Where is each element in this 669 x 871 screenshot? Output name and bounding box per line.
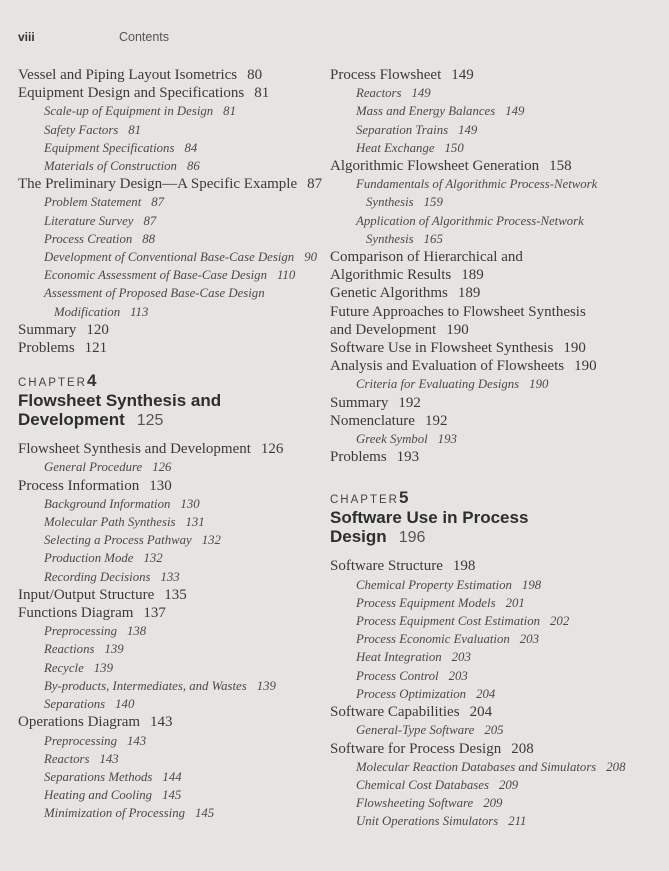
- toc-subentry[interactable]: [18, 786, 318, 804]
- subentry-title: Problem Statement: [44, 195, 142, 210]
- subentry-title: Preprocessing: [44, 624, 117, 639]
- subentry-title: Separations Methods: [44, 769, 153, 784]
- toc-subentry[interactable]: [18, 139, 318, 157]
- subentry-page: 149: [505, 104, 525, 119]
- chapter-number: 5: [398, 488, 409, 508]
- chapter-heading[interactable]: [330, 488, 660, 547]
- entry-title: Process Information: [18, 477, 140, 494]
- chapter-heading[interactable]: [18, 371, 318, 430]
- subentry-page: 201: [505, 595, 525, 610]
- entry-page: 189: [461, 267, 484, 284]
- toc-subentry[interactable]: [330, 630, 660, 648]
- subentry-title: Process Optimization: [356, 686, 467, 701]
- entry-page: 80: [247, 67, 263, 83]
- toc-subentry[interactable]: [18, 640, 318, 658]
- subentry-page: 193: [437, 432, 457, 447]
- toc-subentry[interactable]: [18, 212, 318, 230]
- subentry-title: Process Economic Evaluation: [356, 632, 510, 647]
- entry-title-line2: and Development: [330, 321, 437, 338]
- chapter-title: [330, 508, 660, 527]
- subentry-title: Mass and Energy Balances: [356, 104, 496, 119]
- toc-subentry[interactable]: [330, 721, 660, 739]
- entry-title-line1: Future Approaches to Flowsheet Synthesis: [330, 303, 586, 320]
- toc-subentry[interactable]: [330, 430, 660, 448]
- toc-subentry[interactable]: [18, 248, 318, 266]
- entry-title: Vessel and Piping Layout Isometrics: [18, 67, 238, 83]
- toc-entry[interactable]: [330, 339, 660, 357]
- chapter-page: 125: [136, 412, 164, 430]
- toc-entry[interactable]: [330, 248, 660, 284]
- toc-right-column: [330, 66, 660, 831]
- subentry-page: 204: [476, 686, 496, 701]
- toc-subentry[interactable]: [330, 758, 660, 776]
- subentry-page: 150: [444, 140, 464, 155]
- subentry-page: 130: [180, 496, 200, 511]
- subentry-page: 203: [448, 668, 468, 683]
- entry-page: 149: [451, 67, 474, 83]
- subentry-page: 203: [519, 632, 539, 647]
- subentry-title: Materials of Construction: [44, 159, 177, 174]
- toc-subentry[interactable]: [330, 776, 660, 794]
- subentry-page: 138: [126, 624, 147, 639]
- subentry-title: Process Equipment Cost Estimation: [356, 614, 541, 629]
- toc-entry[interactable]: [18, 84, 318, 102]
- chapter-title-line2: Design: [330, 527, 387, 547]
- entry-title: The Preliminary Design—A Specific Example: [18, 176, 298, 193]
- chapter-page: 196: [398, 529, 426, 547]
- entry-page: 87: [307, 176, 323, 193]
- chapter-title: [330, 527, 660, 547]
- subentry-page: 143: [126, 733, 147, 748]
- subentry-page: 145: [162, 788, 182, 803]
- toc-entry[interactable]: [330, 66, 660, 84]
- toc-subentry[interactable]: [330, 576, 660, 594]
- toc-entry[interactable]: [330, 303, 660, 339]
- subentry-title: Safety Factors: [44, 122, 119, 137]
- chapter-title: [18, 410, 318, 430]
- subentry-title: Recycle: [44, 660, 84, 675]
- running-head: Contents: [119, 30, 170, 44]
- subentry-title: Literature Survey: [44, 213, 134, 228]
- entry-page: 158: [549, 158, 572, 175]
- entry-page: 192: [398, 394, 421, 411]
- toc-subentry[interactable]: [330, 84, 660, 102]
- toc-subentry[interactable]: [18, 768, 318, 786]
- subentry-page: 86: [186, 159, 200, 174]
- subentry-page: 209: [483, 796, 503, 811]
- toc-entry[interactable]: [330, 394, 660, 412]
- subentry-page: 88: [142, 231, 156, 246]
- toc-entry[interactable]: [330, 284, 660, 302]
- entry-title: Summary: [18, 321, 77, 338]
- entry-page: 137: [143, 605, 166, 622]
- toc-subentry[interactable]: [18, 157, 318, 175]
- entry-title: Software Structure: [330, 558, 443, 575]
- toc-subentry[interactable]: [18, 230, 318, 248]
- subentry-page: 149: [458, 122, 478, 137]
- toc-subentry[interactable]: [330, 102, 660, 120]
- subentry-page: 81: [223, 104, 236, 119]
- subentry-title: Greek Symbol: [356, 432, 428, 447]
- subentry-title: Heating and Cooling: [44, 788, 153, 803]
- subentry-title: Reactors: [356, 86, 402, 101]
- subentry-page: 87: [151, 195, 165, 210]
- toc-entry[interactable]: [18, 175, 323, 193]
- toc-entry[interactable]: [330, 157, 660, 175]
- toc-subentry[interactable]: [18, 659, 318, 677]
- subentry-page: 81: [128, 122, 142, 137]
- subentry-page: 139: [104, 642, 124, 657]
- subentry-title: General Procedure: [44, 460, 143, 475]
- entry-title: Problems: [330, 449, 387, 466]
- chapter-label: [330, 488, 660, 508]
- toc-subentry[interactable]: [18, 568, 318, 586]
- subentry-title: Minimization of Processing: [44, 806, 185, 821]
- toc-entry[interactable]: [330, 357, 660, 375]
- subentry-title: Flowsheeting Software: [356, 796, 474, 811]
- chapter-title-line1: Flowsheet Synthesis and: [18, 391, 222, 411]
- entry-page: 204: [469, 704, 493, 721]
- toc-subentry[interactable]: [18, 549, 318, 567]
- chapter-title: [18, 391, 318, 410]
- subentry-page: 140: [115, 697, 135, 712]
- subentry-title: Equipment Specifications: [44, 140, 175, 155]
- toc-subentry[interactable]: [18, 695, 318, 713]
- entry-title: Software Use in Flowsheet Synthesis: [330, 340, 554, 357]
- subentry-page: 139: [256, 678, 276, 693]
- subentry-title: Assessment of Proposed Base-Case Design: [44, 286, 265, 301]
- toc-subentry[interactable]: [330, 139, 660, 157]
- chapter-label: [18, 371, 318, 391]
- subentry-title: Process Control: [356, 668, 439, 683]
- entry-page: 190: [563, 340, 586, 357]
- toc-entry[interactable]: [18, 586, 318, 604]
- subentry-page: 113: [130, 304, 149, 319]
- subentry-page: 203: [451, 650, 471, 665]
- toc-entry[interactable]: [330, 557, 660, 575]
- entry-title: Process Flowsheet: [330, 67, 442, 83]
- entry-page: 192: [424, 412, 448, 429]
- entry-page: 130: [149, 477, 172, 494]
- toc-entry[interactable]: [18, 66, 318, 84]
- toc-entry[interactable]: [330, 412, 660, 430]
- chapter-title-line1: Software Use in Process: [330, 508, 529, 528]
- toc-entry[interactable]: [18, 477, 318, 495]
- subentry-page: 132: [143, 551, 163, 566]
- subentry-page: 139: [93, 660, 113, 675]
- entry-title: Summary: [330, 394, 389, 411]
- toc-subentry[interactable]: [18, 732, 318, 750]
- subentry-page: 190: [529, 377, 549, 392]
- entry-title: Nomenclature: [330, 412, 415, 429]
- entry-page: 189: [457, 285, 481, 302]
- subentry-title: Recording Decisions: [44, 569, 151, 584]
- subentry-title: Molecular Path Synthesis: [44, 515, 176, 530]
- entry-title: Algorithmic Flowsheet Generation: [330, 158, 540, 175]
- chapter-word: CHAPTER: [18, 377, 87, 390]
- subentry-title: Process Equipment Models: [356, 595, 496, 610]
- toc-subentry[interactable]: [330, 794, 660, 812]
- toc-left-column: [18, 66, 323, 823]
- subentry-title: Development of Conventional Base-Case Design: [44, 250, 295, 265]
- subentry-page: 149: [411, 86, 431, 101]
- subentry-page: 165: [423, 231, 443, 246]
- subentry-title: Molecular Reaction Databases and Simulators: [356, 759, 597, 774]
- toc-subentry[interactable]: [330, 175, 660, 211]
- entry-title-line1: Comparison of Hierarchical and: [330, 249, 523, 266]
- entry-title-line2: Algorithmic Results: [330, 267, 452, 284]
- toc-entry[interactable]: [330, 740, 660, 758]
- toc-subentry[interactable]: [18, 804, 318, 822]
- toc-subentry[interactable]: [18, 622, 318, 640]
- entry-title: Software for Process Design: [330, 740, 502, 757]
- entry-page: 143: [150, 714, 173, 731]
- entry-title: Input/Output Structure: [18, 586, 155, 603]
- entry-page: 135: [164, 586, 187, 603]
- toc-subentry[interactable]: [18, 677, 318, 695]
- entry-page: 193: [396, 449, 420, 466]
- subentry-title: Separation Trains: [356, 122, 449, 137]
- entry-page: 190: [574, 358, 597, 375]
- subentry-title-cont: Modification: [54, 304, 121, 319]
- entry-title: Functions Diagram: [18, 605, 134, 622]
- subentry-page: 159: [423, 195, 443, 210]
- entry-page: 208: [511, 740, 534, 757]
- entry-page: 126: [260, 441, 284, 458]
- subentry-title: Chemical Property Estimation: [356, 577, 512, 592]
- toc-subentry[interactable]: [330, 667, 660, 685]
- entry-page: 120: [86, 321, 109, 338]
- subentry-title-cont: Synthesis: [366, 195, 414, 210]
- subentry-page: 211: [508, 814, 527, 829]
- subentry-page: 132: [201, 533, 221, 548]
- entry-title: Equipment Design and Specifications: [18, 85, 245, 102]
- subentry-page: 126: [152, 460, 172, 475]
- entry-page: 198: [452, 558, 476, 575]
- toc-entry[interactable]: [18, 321, 318, 339]
- chapter-title-line2: Development: [18, 410, 125, 430]
- toc-subentry[interactable]: [330, 685, 660, 703]
- toc-subentry[interactable]: [18, 750, 318, 768]
- page-number: viii: [18, 30, 35, 44]
- subentry-page: 208: [606, 759, 626, 774]
- chapter-number: 4: [86, 371, 97, 391]
- subentry-page: 145: [195, 806, 215, 821]
- subentry-title: Heat Exchange: [356, 140, 435, 155]
- subentry-title: Selecting a Process Pathway: [44, 533, 192, 548]
- subentry-page: 131: [185, 515, 205, 530]
- subentry-title: Reactions: [44, 642, 95, 657]
- subentry-page: 84: [184, 140, 198, 155]
- subentry-page: 143: [99, 751, 119, 766]
- toc-subentry[interactable]: [330, 612, 660, 630]
- toc-entry[interactable]: [330, 703, 660, 721]
- subentry-title: Scale-up of Equipment in Design: [44, 104, 214, 119]
- entry-title: Analysis and Evaluation of Flowsheets: [330, 358, 565, 375]
- toc-entry[interactable]: [330, 448, 660, 466]
- subentry-page: 90: [304, 250, 317, 265]
- toc-subentry[interactable]: [18, 284, 318, 320]
- subentry-title: Background Information: [44, 496, 171, 511]
- toc-subentry[interactable]: [18, 458, 318, 476]
- entry-title: Flowsheet Synthesis and Development: [18, 441, 251, 458]
- toc-subentry[interactable]: [330, 812, 660, 830]
- subentry-page: 198: [521, 577, 542, 592]
- entry-page: 190: [446, 321, 469, 338]
- subentry-page: 205: [484, 723, 504, 738]
- toc-entry[interactable]: [18, 440, 318, 458]
- subentry-page: 110: [276, 268, 296, 283]
- toc-entry[interactable]: [18, 604, 318, 622]
- toc-subentry[interactable]: [330, 375, 660, 393]
- toc-subentry[interactable]: [18, 193, 318, 211]
- entry-title: Operations Diagram: [18, 714, 141, 731]
- subentry-title: Process Creation: [44, 231, 133, 246]
- subentry-title: Preprocessing: [44, 733, 117, 748]
- entry-page: 81: [254, 85, 270, 102]
- toc-subentry[interactable]: [330, 594, 660, 612]
- entry-title: Genetic Algorithms: [330, 285, 448, 302]
- subentry-title: By-products, Intermediates, and Wastes: [44, 678, 247, 693]
- subentry-page: 133: [160, 569, 180, 584]
- subentry-title: Separations: [44, 697, 106, 712]
- subentry-title: Chemical Cost Databases: [356, 777, 489, 792]
- subentry-title-cont: Synthesis: [366, 231, 414, 246]
- subentry-title: Criteria for Evaluating Designs: [356, 377, 520, 392]
- entry-page: 121: [84, 340, 108, 357]
- toc-subentry[interactable]: [330, 212, 660, 248]
- entry-title: Software Capabilities: [330, 704, 460, 721]
- subentry-title: Economic Assessment of Base-Case Design: [44, 268, 267, 283]
- toc-subentry[interactable]: [18, 531, 318, 549]
- subentry-page: 87: [143, 213, 157, 228]
- toc-subentry[interactable]: [18, 266, 318, 284]
- subentry-title: Heat Integration: [356, 650, 442, 665]
- subentry-page: 202: [550, 614, 570, 629]
- chapter-word: CHAPTER: [330, 494, 399, 507]
- toc-subentry[interactable]: [18, 121, 318, 139]
- toc-subentry[interactable]: [18, 495, 318, 513]
- subentry-title: General-Type Software: [356, 723, 475, 738]
- entry-title: Problems: [18, 340, 75, 357]
- toc-subentry[interactable]: [18, 102, 318, 120]
- subentry-page: 209: [498, 777, 519, 792]
- subentry-title: Unit Operations Simulators: [356, 814, 499, 829]
- toc-entry[interactable]: [18, 713, 318, 731]
- toc-subentry[interactable]: [330, 648, 660, 666]
- toc-subentry[interactable]: [330, 121, 660, 139]
- subentry-title: Production Mode: [44, 551, 134, 566]
- subentry-title: Reactors: [44, 751, 90, 766]
- subentry-page: 144: [162, 769, 182, 784]
- toc-subentry[interactable]: [18, 513, 318, 531]
- subentry-title: Application of Algorithmic Process-Network: [356, 213, 584, 228]
- toc-entry[interactable]: [18, 339, 318, 357]
- subentry-title: Fundamentals of Algorithmic Process-Network: [356, 177, 598, 192]
